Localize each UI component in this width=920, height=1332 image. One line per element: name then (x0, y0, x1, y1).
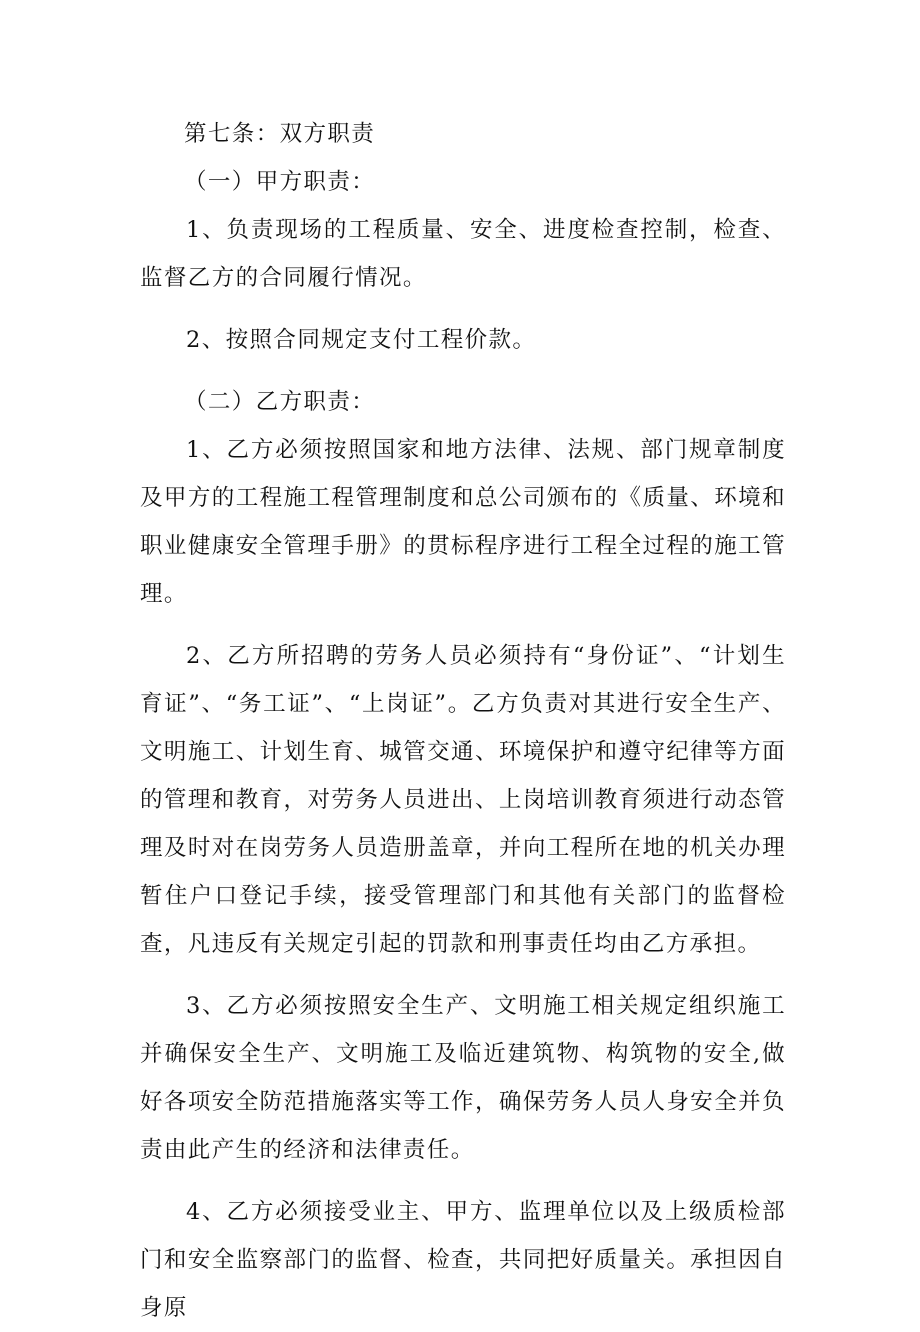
section-b-item-2: 2、乙方所招聘的劳务人员必须持有“身份证”、“计划生育证”、“务工证”、“上岗证”。乙方负责对其进行安全生产、文明施工、计划生育、城管交通、环境保护和遵守纪律等方面的管理和教育，对劳务人员进出、上岗培训教育须进行动态管理及时对在岗劳务人员造册盖章，并向工程所在地的机关办理暂住户口登记手续，接受管理部门和其他有关部门的监督检查，凡违反有关规定引起的罚款和刑事责任均由乙方承担。 (140, 643, 786, 957)
section-b-item-1: 1、乙方必须按照国家和地方法律、法规、部门规章制度及甲方的工程施工程管理制度和总公司颁布的《质量、环境和职业健康安全管理手册》的贯标程序进行工程全过程的施工管理。 (140, 437, 786, 607)
section-b-item-4: 4、乙方必须接受业主、甲方、监理单位以及上级质检部门和安全监察部门的监督、检查，共同把好质量关。承担因自身原 (140, 1199, 786, 1321)
section-b-item-3: 3、乙方必须按照安全生产、文明施工相关规定组织施工并确保安全生产、文明施工及临近建筑物、构筑物的安全,做好各项安全防范措施落实等工作，确保劳务人员人身安全并负责由此产生的经济和法律责任。 (140, 993, 786, 1163)
article-title: 第七条：双方职责 (184, 121, 376, 147)
section-a-item-1: 1、负责现场的工程质量、安全、进度检查控制，检查、监督乙方的合同履行情况。 (140, 217, 786, 291)
section-a-item-2: 2、按照合同规定支付工程价款。 (186, 327, 537, 353)
section-b-heading: （二）乙方职责： (184, 389, 376, 415)
section-a-heading: （一）甲方职责： (184, 169, 376, 195)
